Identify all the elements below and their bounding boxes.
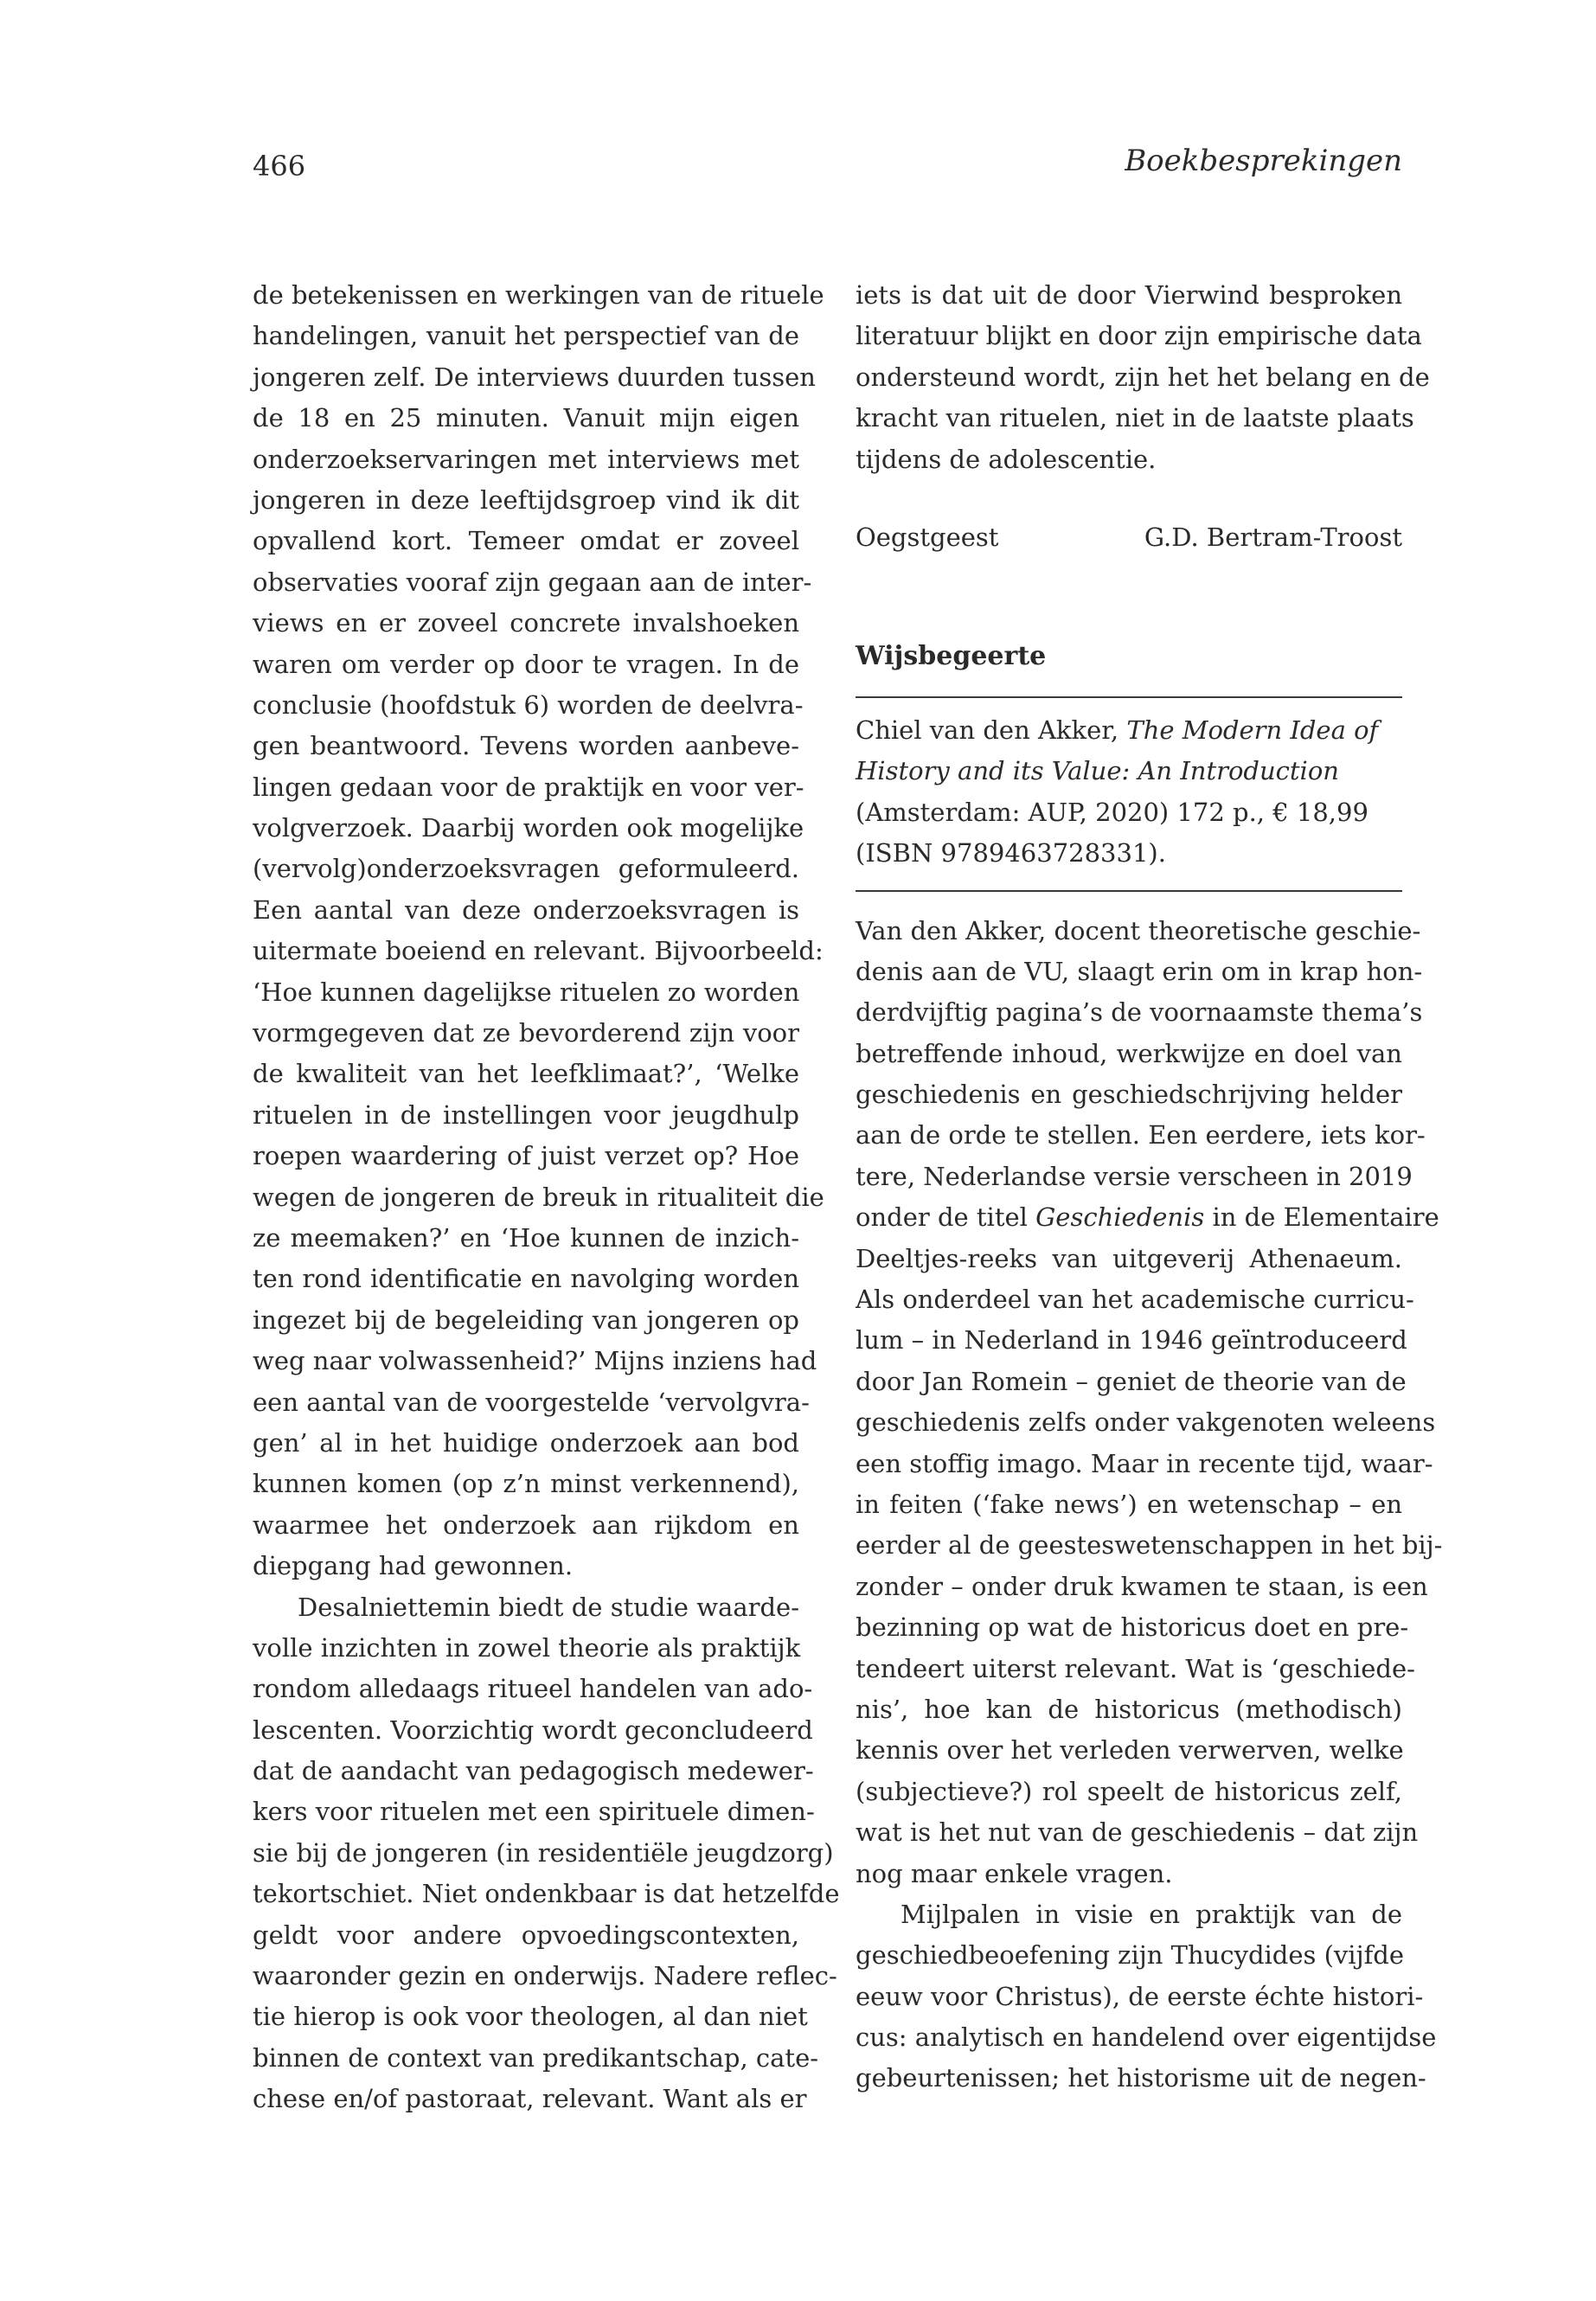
text-line: nis’, hoe kan de historicus (methodisch) xyxy=(856,1694,1402,1724)
text-line: aan de orde te stellen. Een eerdere, iets kor- xyxy=(856,1120,1426,1150)
text-line: rondom alledaags ritueel handelen van ado- xyxy=(253,1674,813,1704)
text-line: Een aantal van deze onderzoeksvragen is xyxy=(253,894,799,925)
book-isbn: (ISBN 9789463728331). xyxy=(856,838,1166,868)
text-line: ten rond identificatie en navolging worden xyxy=(253,1264,799,1294)
text-line: roepen waardering of juist verzet op? Hoe xyxy=(253,1141,799,1171)
text-line: eeuw voor Christus), de eerste échte histori- xyxy=(856,1981,1424,2011)
text-line: views en er zoveel concrete invalshoeken xyxy=(253,608,799,638)
running-head: Boekbesprekingen xyxy=(1125,144,1402,178)
text-line: geschiedenis zelfs onder vakgenoten weleens xyxy=(856,1407,1436,1438)
text-line: door Jan Romein – geniet de theorie van de xyxy=(856,1366,1407,1396)
text-line: zonder – onder druk kwamen te staan, is een xyxy=(856,1571,1428,1601)
reviewer-place: Oegstgeest xyxy=(856,522,999,552)
text-line: vormgegeven dat ze bevorderend zijn voor xyxy=(253,1018,799,1048)
page-number: 466 xyxy=(253,150,306,183)
text-line: ze meemaken?’ en ‘Hoe kunnen de inzich- xyxy=(253,1222,799,1253)
text-line: dat de aandacht van pedagogisch medewer- xyxy=(253,1756,814,1786)
text-line: geschiedbeoefening zijn Thucydides (vijfde xyxy=(856,1940,1405,1971)
text-line: ‘Hoe kunnen dagelijkse rituelen zo worden xyxy=(253,977,800,1007)
section-heading: Wijsbegeerte xyxy=(856,640,1047,671)
text-line: uitermate boeiend en relevant. Bijvoorbeeld: xyxy=(253,936,824,966)
text-line xyxy=(856,1197,1439,1238)
text-line: lum – in Nederland in 1946 geïntroduceerd xyxy=(856,1325,1407,1356)
text-line: volle inzichten in zowel theorie als praktijk xyxy=(253,1632,801,1663)
text-line: betreffende inhoud, werkwijze en doel van xyxy=(856,1038,1402,1068)
text-line: Van den Akker, docent theoretische geschie- xyxy=(856,915,1421,945)
divider-rule xyxy=(856,890,1402,892)
text-line: tere, Nederlandse versie verscheen in 2019 xyxy=(856,1161,1413,1191)
text-line: lescenten. Voorzichtig wordt geconcludeerd xyxy=(253,1715,813,1745)
right-paragraph-1 xyxy=(856,275,1430,480)
text-line: denis aan de VU, slaagt erin om in krap hon- xyxy=(856,956,1423,986)
book-reference xyxy=(856,710,1402,875)
right-column xyxy=(856,275,1443,2099)
text-line: jongeren in deze leeftijdsgroep vind ik dit xyxy=(253,484,799,515)
text-line: conclusie (hoofdstuk 6) worden de deelvra- xyxy=(253,689,804,720)
text-line: de betekenissen en werkingen van de rituele xyxy=(253,280,824,310)
text-line: waarmee het onderzoek aan rijkdom en xyxy=(253,1509,799,1540)
text-line: kracht van rituelen, niet in de laatste plaats xyxy=(856,403,1414,433)
text-line: literatuur blijkt en door zijn empirische data xyxy=(856,321,1422,351)
text-line: een stoffig imago. Maar in recente tijd, waar- xyxy=(856,1448,1433,1478)
text-line: Desalniettemin biedt de studie waarde- xyxy=(298,1592,799,1622)
text-line: handelingen, vanuit het perspectief van de xyxy=(253,321,799,351)
text-line: jongeren zelf. De interviews duurden tussen xyxy=(253,362,816,392)
reviewer-name: G.D. Bertram-Troost xyxy=(1144,522,1402,552)
text-line: lingen gedaan voor de praktijk en voor ver- xyxy=(253,772,804,802)
text-line: Deeltjes-reeks van uitgeverij Athenaeum. xyxy=(856,1243,1402,1273)
text-fragment: onder de titel xyxy=(856,1202,1028,1233)
text-line: wat is het nut van de geschiedenis – dat zijn xyxy=(856,1817,1419,1848)
review-signature xyxy=(856,517,1402,558)
text-line: wegen de jongeren de breuk in ritualiteit die xyxy=(253,1182,824,1212)
text-line: (subjectieve?) rol speelt de historicus zelf, xyxy=(856,1776,1402,1806)
text-line: tekortschiet. Niet ondenkbaar is dat hetzelfde xyxy=(253,1879,840,1909)
text-line: volgverzoek. Daarbij worden ook mogelijke xyxy=(253,813,804,843)
text-line: gebeurtenissen; het historisme uit de negen- xyxy=(856,2063,1426,2093)
text-line: derdvijftig pagina’s de voornaamste thema’s xyxy=(856,997,1423,1028)
text-line: binnen de context van predikantschap, cate- xyxy=(253,2042,819,2073)
left-column xyxy=(253,275,840,2120)
text-line: bezinning op wat de historicus doet en pre- xyxy=(856,1612,1409,1643)
text-line: tijdens de adolescentie. xyxy=(856,444,1157,474)
text-line: iets is dat uit de door Vierwind besproken xyxy=(856,280,1402,310)
left-paragraph-1 xyxy=(253,275,824,1587)
text-line: geldt voor andere opvoedingscontexten, xyxy=(253,1920,799,1950)
text-line: gen’ al in het huidige onderzoek aan bod xyxy=(253,1427,799,1458)
text-line: onderzoekservaringen met interviews met xyxy=(253,444,799,474)
text-line: in feiten (‘fake news’) en wetenschap – en xyxy=(856,1489,1402,1519)
right-paragraph-3 xyxy=(856,1894,1437,2099)
book-ref-line xyxy=(856,710,1402,751)
text-line: kunnen komen (op z’n minst verkennend), xyxy=(253,1469,799,1499)
text-line: nog maar enkele vragen. xyxy=(856,1858,1173,1888)
left-paragraph-2 xyxy=(253,1587,840,2120)
book-author: Chiel van den Akker, xyxy=(856,715,1119,745)
text-line: de kwaliteit van het leefklimaat?’, ‘Welke xyxy=(253,1059,799,1089)
text-line: Mijlpalen in visie en praktijk van de xyxy=(901,1899,1402,1929)
text-line: ondersteund wordt, zijn het het belang en de xyxy=(856,362,1430,392)
text-line: tie hierop is ook voor theologen, al dan niet xyxy=(253,2002,808,2032)
book-publication: (Amsterdam: AUP, 2020) 172 p., € 18,99 xyxy=(856,797,1368,827)
text-line: cus: analytisch en handelend over eigentijdse xyxy=(856,2022,1437,2053)
text-line: weg naar volwassenheid?’ Mijns inziens had xyxy=(253,1346,817,1376)
text-line: gen beantwoord. Tevens worden aanbeve- xyxy=(253,731,799,761)
text-line: waren om verder op door te vragen. In de xyxy=(253,649,799,679)
italic-title: Geschiedenis xyxy=(1035,1202,1205,1233)
text-line: sie bij de jongeren (in residentiële jeugdzorg) xyxy=(253,1837,834,1868)
text-line: chese en/of pastoraat, relevant. Want als er xyxy=(253,2084,807,2114)
book-title: History and its Value: An Introduction xyxy=(856,756,1339,786)
text-line: Als onderdeel van het academische curricu- xyxy=(856,1285,1414,1315)
text-line: tendeert uiterst relevant. Wat is ‘geschiede- xyxy=(856,1653,1415,1683)
text-line: de 18 en 25 minuten. Vanuit mijn eigen xyxy=(253,403,799,433)
text-line: geschiedenis en geschiedschrijving helder xyxy=(856,1080,1402,1110)
text-line: observaties vooraf zijn gegaan aan de inter- xyxy=(253,567,812,597)
book-ref-line xyxy=(856,751,1402,792)
text-line: waaronder gezin en onderwijs. Nadere reflec- xyxy=(253,1961,837,1991)
text-line: diepgang had gewonnen. xyxy=(253,1551,574,1581)
text-line: opvallend kort. Temeer omdat er zoveel xyxy=(253,526,799,556)
text-line: eerder al de geesteswetenschappen in het bij- xyxy=(856,1530,1443,1561)
text-line: ingezet bij de begeleiding van jongeren op xyxy=(253,1304,799,1335)
text-line: kennis over het verleden verwerven, welke xyxy=(856,1735,1404,1766)
text-line: kers voor rituelen met een spirituele dimen- xyxy=(253,1797,815,1827)
text-line: (vervolg)onderzoeksvragen geformuleerd. xyxy=(253,854,799,884)
text-line: een aantal van de voorgestelde ‘vervolgvra- xyxy=(253,1387,810,1417)
right-paragraph-2 xyxy=(856,911,1443,1894)
text-line: rituelen in de instellingen voor jeugdhulp xyxy=(253,1099,799,1130)
divider-rule xyxy=(856,696,1402,698)
text-fragment: in de Elementaire xyxy=(1212,1202,1439,1233)
book-title: The Modern Idea of xyxy=(1126,715,1379,745)
